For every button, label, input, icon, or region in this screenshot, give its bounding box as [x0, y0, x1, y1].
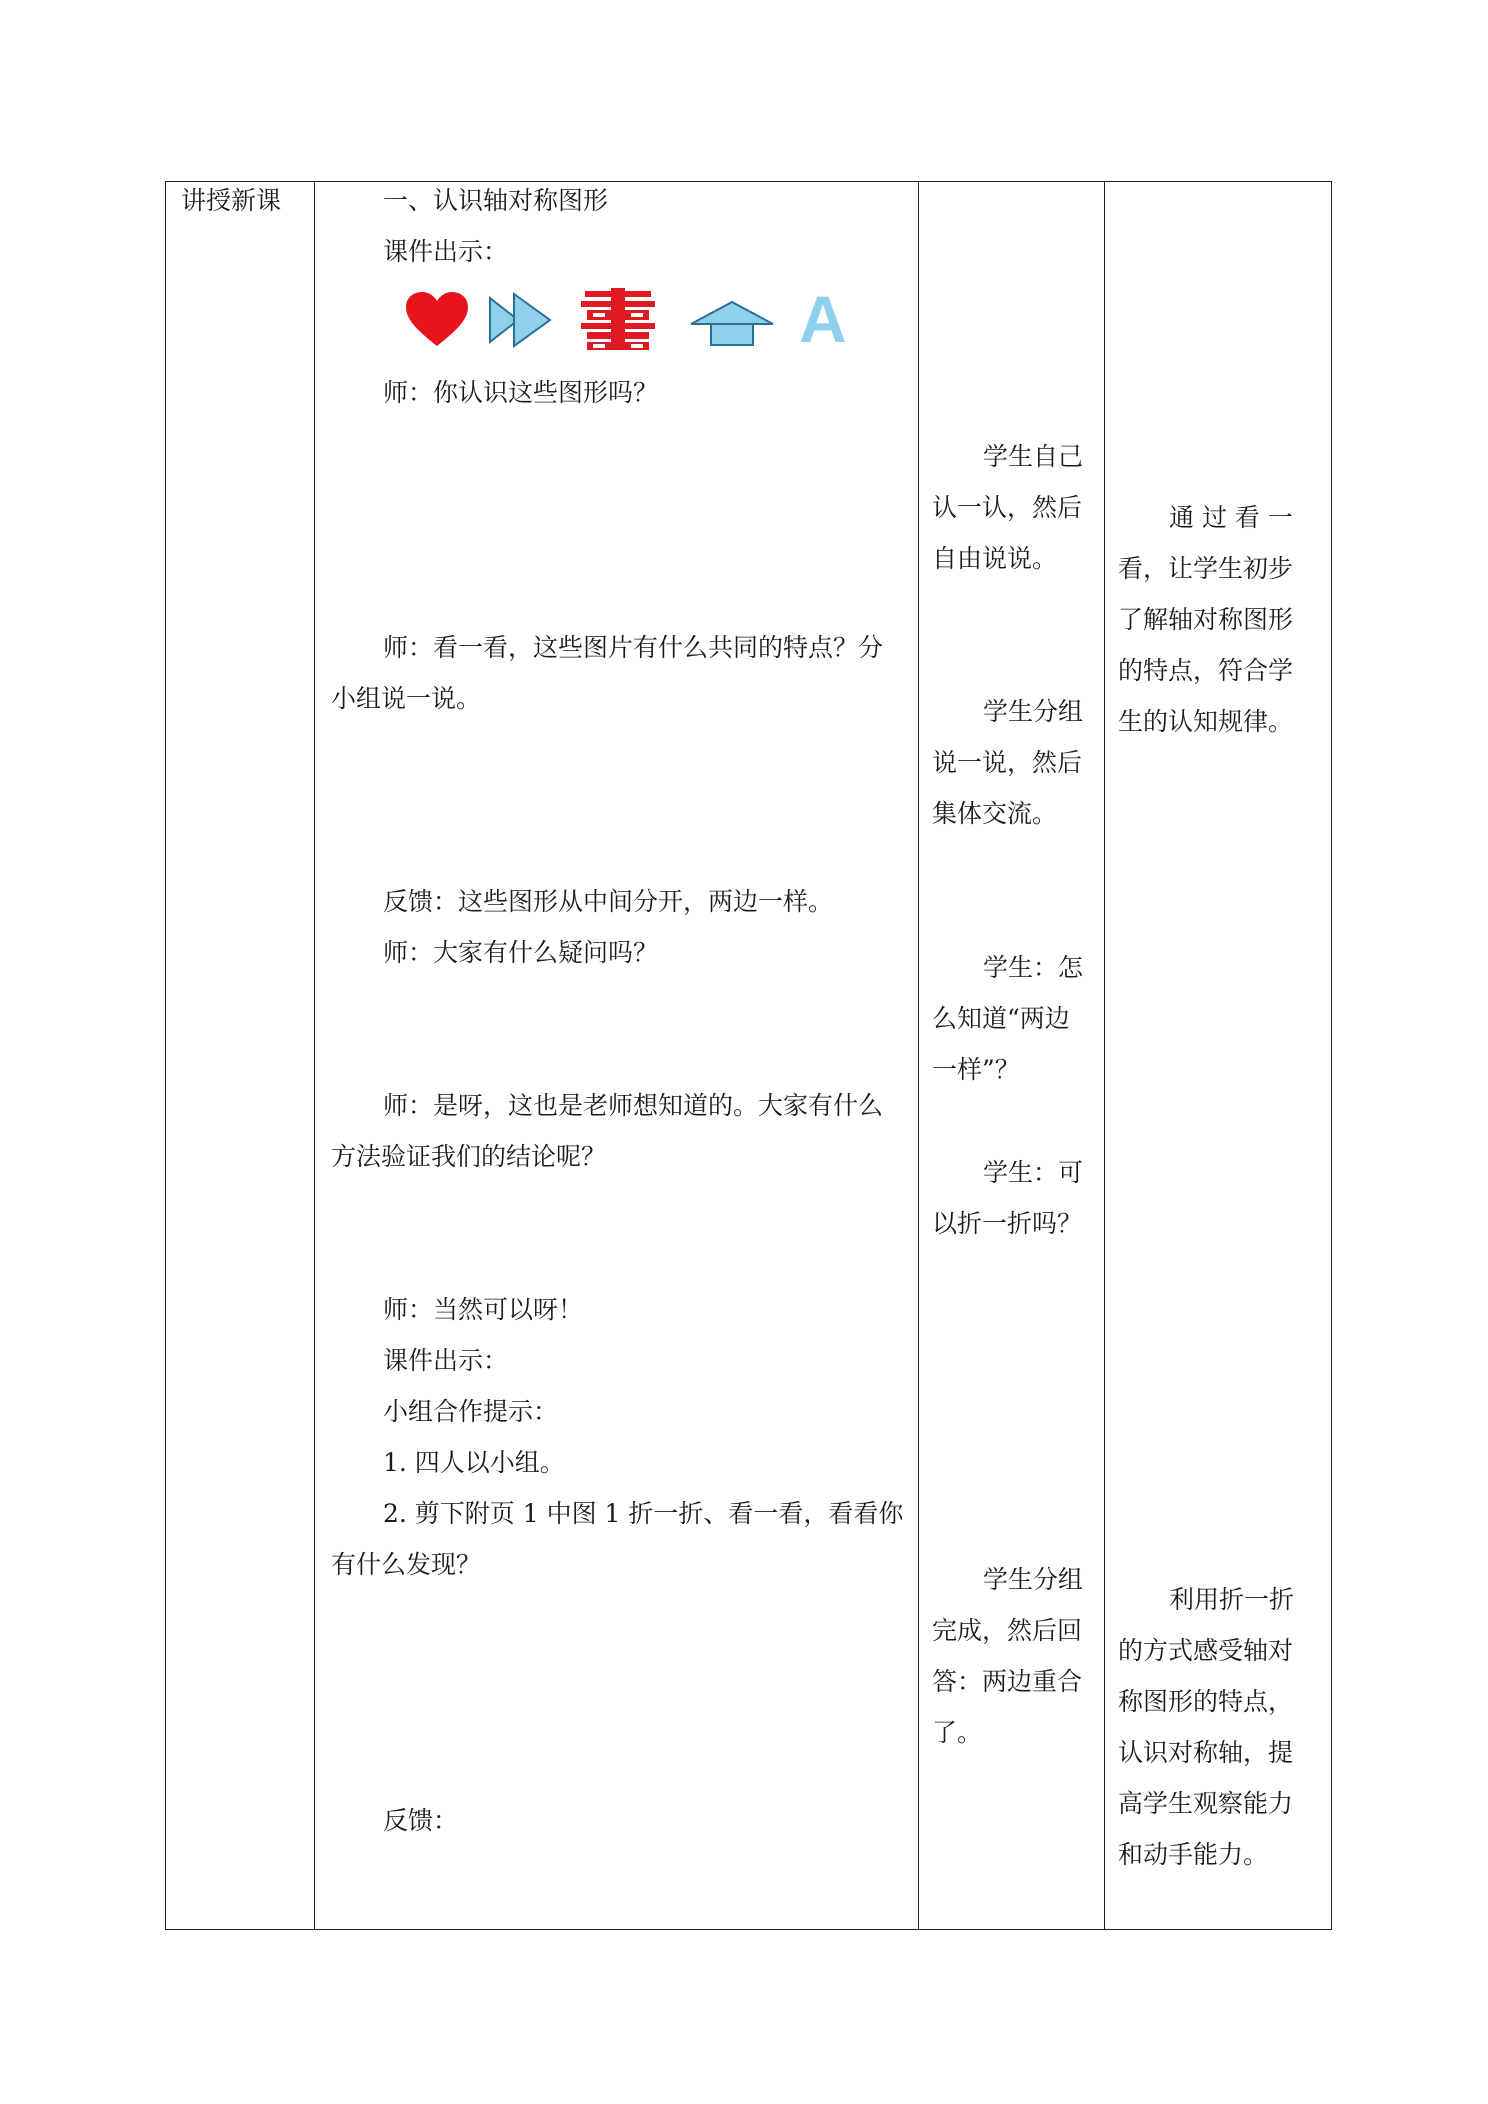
double-happiness-icon	[581, 288, 655, 350]
feedback-1: 反馈：这些图形从中间分开，两边一样。	[383, 887, 834, 916]
student-line: 说一说，然后	[932, 748, 1083, 777]
heart-icon	[406, 292, 468, 348]
group-tip-step-1: 1. 四人以小组。	[383, 1448, 565, 1477]
student-line: 学生分组	[983, 1565, 1084, 1594]
courseware-label-2: 课件出示：	[383, 1346, 509, 1375]
design-intent-1	[1118, 492, 1293, 747]
section-label: 讲授新课	[181, 186, 282, 215]
student-line: 答：两边重合	[932, 1667, 1083, 1696]
symmetric-figures-row	[406, 282, 926, 362]
student-line: 学生分组	[983, 697, 1084, 726]
group-tip-heading: 小组合作提示：	[383, 1397, 559, 1426]
double-arrow-icon	[488, 290, 554, 350]
intent-line: 认识对称轴，提	[1118, 1738, 1294, 1767]
intent-line: 生的认知规律。	[1118, 707, 1294, 736]
intent-line: 通 过 看 一	[1169, 503, 1293, 532]
student-response-2	[932, 686, 1083, 839]
column-divider-3	[1104, 182, 1105, 1929]
column-divider-1	[314, 182, 315, 1929]
student-line: 学生自己	[983, 442, 1084, 471]
intent-line: 看，让学生初步	[1118, 554, 1294, 583]
teacher-question-4-line-1: 师：是呀，这也是老师想知道的。大家有什么	[383, 1091, 884, 1120]
intent-line: 称图形的特点，	[1118, 1687, 1294, 1716]
student-line: 学生：可	[983, 1158, 1084, 1187]
student-line: 集体交流。	[932, 799, 1058, 828]
teacher-question-3: 师：大家有什么疑问吗？	[383, 938, 659, 967]
letter-a-icon: A	[799, 282, 847, 356]
teacher-question-1: 师：你认识这些图形吗？	[383, 378, 659, 407]
student-line: 了。	[932, 1718, 983, 1747]
student-line: 完成，然后回	[932, 1616, 1083, 1645]
teacher-answer-5: 师：当然可以呀！	[383, 1295, 584, 1324]
design-intent-2	[1118, 1574, 1294, 1880]
intent-line: 的方式感受轴对	[1118, 1636, 1294, 1665]
teacher-question-2-line-1: 师：看一看，这些图片有什么共同的特点？分	[383, 633, 884, 662]
intent-line: 和动手能力。	[1118, 1840, 1269, 1869]
courseware-label-1: 课件出示：	[383, 237, 509, 266]
student-line: 以折一折吗？	[932, 1209, 1083, 1238]
student-response-3	[932, 942, 1083, 1095]
student-response-4	[932, 1147, 1083, 1249]
student-line: 学生：怎	[983, 953, 1084, 982]
student-line: 认一认，然后	[932, 493, 1083, 522]
intent-line: 了解轴对称图形	[1118, 605, 1294, 634]
section-heading: 一、认识轴对称图形	[383, 186, 609, 215]
intent-line: 利用折一折	[1169, 1585, 1295, 1614]
intent-line: 的特点，符合学	[1118, 656, 1294, 685]
student-line: 自由说说。	[932, 544, 1058, 573]
student-line: 么知道“两边	[932, 1004, 1070, 1033]
student-line: 一样”？	[932, 1055, 1020, 1084]
intent-line: 高学生观察能力	[1118, 1789, 1294, 1818]
teacher-question-2-line-2: 小组说一说。	[331, 684, 482, 713]
group-tip-step-2-line-2: 有什么发现？	[331, 1550, 482, 1579]
group-tip-step-2-line-1: 2. 剪下附页 1 中图 1 折一折、看一看，看看你	[383, 1499, 904, 1528]
house-arrow-icon	[689, 300, 775, 348]
student-response-1	[932, 431, 1083, 584]
lesson-table	[165, 181, 1332, 1930]
feedback-2: 反馈：	[383, 1806, 459, 1835]
student-response-5	[932, 1554, 1083, 1758]
column-divider-2	[918, 182, 919, 1929]
teacher-question-4-line-2: 方法验证我们的结论呢？	[331, 1142, 607, 1171]
